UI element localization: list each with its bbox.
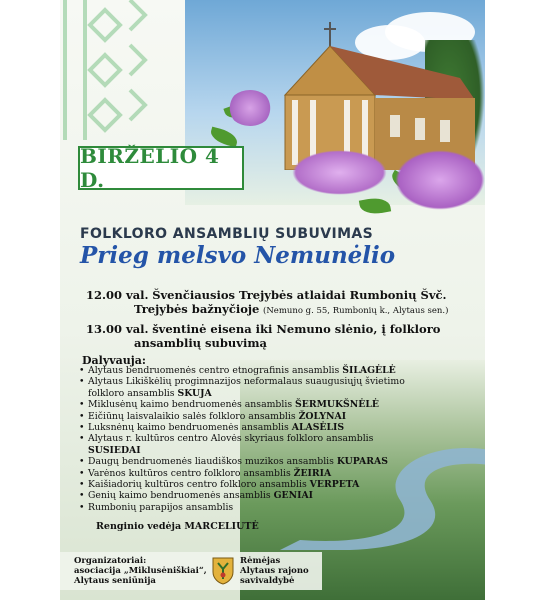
schedule-item-1 [86, 288, 448, 318]
lilac-flower [395, 150, 485, 210]
event-text: Trejybės bažnyčioje [134, 302, 260, 316]
lilac-flower [228, 90, 272, 126]
list-item: • Rumbonių parapijos ansamblis [76, 502, 416, 513]
list-item: • Daugų bendruomenės liaudiškos muzikos ansamblis KUPARAS [76, 456, 416, 467]
list-item: • Alytaus r. kultūros centro Alovės skyriaus folkloro ansamblis SUSIEDAI [76, 433, 416, 456]
list-item: • Kaišiadorių kultūros centro folkloro ansamblis VERPETA [76, 479, 416, 490]
coat-of-arms-icon [212, 557, 234, 585]
church-image [270, 20, 480, 170]
event-text: Švenčiausios Trejybės atlaidai Rumbonių Švč. [152, 288, 447, 302]
list-item: • Varėnos kultūros centro folkloro ansamblis ŽEIRIA [76, 468, 416, 479]
sponsor: Rėmėjas Alytaus rajono savivaldybė [240, 556, 309, 586]
poster [60, 0, 485, 600]
list-item: • Genių kaimo bendruomenės ansamblis GENIAI [76, 490, 416, 501]
list-item: • Miklusėnų kaimo bendruomenės ansamblis ŠERMUKŠNĖLĖ [76, 399, 416, 410]
event-subtitle: Prieg melsvo Nemunėlio [80, 242, 396, 269]
list-item: • Alytaus bendruomenės centro etnografinis ansamblis ŠILAGĖLĖ [76, 365, 416, 376]
list-item: • Eičiūnų laisvalaikio salės folkloro ansamblis ŽOLYNAI [76, 411, 416, 422]
event-date: BIRŽELIO 4 D. [80, 144, 220, 192]
organizers: Organizatoriai: asociacija „Miklusėniškiai“, Alytaus seniūnija [74, 556, 207, 586]
event-address: (Nemuno g. 55, Rumbonių k., Alytaus sen.) [263, 306, 449, 316]
event-time: 12.00 val. [86, 288, 149, 302]
lilac-flower [292, 150, 387, 195]
event-text: ansamblių subuvimą [134, 336, 267, 350]
schedule-item-2 [86, 322, 440, 350]
event-heading: FOLKLORO ANSAMBLIŲ SUBUVIMAS [80, 226, 374, 242]
event-text: šventinė eisena iki Nemuno slėnio, į folkloro [152, 322, 441, 336]
participants-label: Dalyvauja: [82, 354, 146, 367]
event-host: Renginio vedėja MARCELIUTĖ [96, 521, 259, 532]
event-time: 13.00 val. [86, 322, 149, 336]
date-box [78, 146, 244, 190]
participants-list [76, 365, 416, 513]
weave-pattern-decoration [60, 0, 155, 140]
list-item: • Luksnėnų kaimo bendruomenės ansamblis ALASĖLIS [76, 422, 416, 433]
list-item: • Alytaus Likiškėlių progimnazijos neformalaus suaugusiųjų švietimo folkloro ansamblis SKUJA [76, 376, 416, 399]
